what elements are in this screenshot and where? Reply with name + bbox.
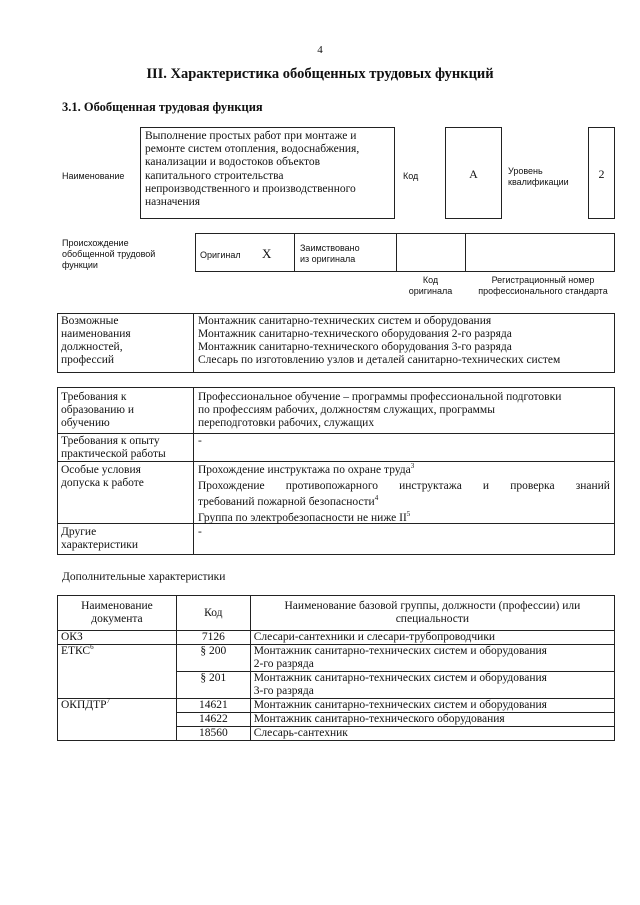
code-cell: 18560: [176, 727, 250, 741]
special-label-line: Особые условия: [61, 464, 141, 476]
col-header-code: Код: [176, 596, 250, 631]
name-cell: Слесарь-сантехник: [250, 727, 614, 741]
name-cell: [250, 672, 614, 699]
name-cell: Монтажник санитарно-технических систем и оборудования: [250, 699, 614, 713]
code-original-caption-line: Код: [422, 275, 439, 285]
positions-label-line: должностей,: [61, 341, 123, 353]
code-cell: 7126: [176, 631, 250, 645]
code-cell: 14621: [176, 699, 250, 713]
level-label-line: квалификации: [508, 177, 569, 187]
other-label-line: характеристики: [61, 539, 139, 551]
col-header-line: Наименование базовой группы, должности (профессии) или: [284, 600, 581, 612]
level-label-line: Уровень: [508, 166, 543, 176]
footnote-ref: 7: [106, 697, 111, 706]
special-condition-word: знаний: [575, 480, 610, 492]
code-cell: § 200: [176, 645, 250, 672]
doc-name: ЕТКС: [61, 645, 91, 657]
education-label-line: обучению: [61, 417, 110, 429]
experience-label-line: Требования к опыту: [61, 435, 160, 447]
experience-value: -: [198, 435, 202, 447]
table-row: [58, 699, 615, 713]
level-value: 2: [598, 167, 605, 181]
origin-label-line: обобщенной трудовой: [62, 249, 156, 259]
origin-label: [62, 238, 155, 271]
name-cell: [250, 645, 614, 672]
function-name-line: Выполнение простых работ при монтаже и: [145, 130, 357, 142]
name-cell-line: 3-го разряда: [253, 685, 314, 697]
function-name-line: непроизводственного и производственного: [145, 182, 356, 195]
origin-divider: [465, 233, 466, 272]
origin-box: [195, 233, 615, 272]
original-label: Оригинал: [200, 250, 241, 260]
education-line: по профессиям рабочих, должностям служащих, программы: [198, 404, 495, 416]
borrowed-label-line: Заимствовано: [300, 243, 360, 253]
table-row: [58, 631, 615, 645]
special-condition-text: Прохождение инструктажа по охране труда: [198, 464, 411, 476]
table-header-row: [58, 596, 615, 631]
col-header-line: специальности: [395, 613, 470, 625]
positions-label: [61, 315, 191, 367]
education-line: Профессиональное обучение – программы профессиональной подготовки: [198, 391, 562, 403]
education-value: [198, 391, 610, 430]
footnote-ref: 6: [90, 643, 94, 652]
origin-divider: [396, 233, 397, 272]
requirements-row-line: [57, 433, 615, 434]
special-condition-text: требований пожарной безопасности: [198, 496, 375, 508]
additional-title: Дополнительные характеристики: [62, 571, 226, 583]
name-label: Наименование: [62, 171, 125, 181]
education-label-line: образованию и: [61, 404, 134, 416]
positions-list: [198, 315, 613, 367]
origin-divider: [294, 233, 295, 272]
experience-label: [61, 435, 191, 461]
doc-name: ОКПДТР: [61, 699, 107, 711]
education-label-line: Требования к: [61, 391, 127, 403]
table-row: [58, 645, 615, 672]
col-header-document: [58, 596, 177, 631]
name-cell: Слесари-сантехники и слесари-трубопроводчики: [250, 631, 614, 645]
requirements-divider: [193, 387, 194, 555]
positions-label-line: профессий: [61, 354, 115, 366]
education-line: переподготовки рабочих, служащих: [198, 417, 375, 429]
section-title: III. Характеристика обобщенных трудовых функций: [146, 66, 494, 82]
other-label-line: Другие: [61, 526, 97, 538]
additional-table: [57, 595, 615, 741]
original-mark: X: [262, 246, 272, 261]
footnote-ref: 5: [406, 510, 411, 519]
special-conditions: [198, 464, 610, 525]
requirements-row-line: [57, 461, 615, 462]
code-original-caption-line: оригинала: [408, 286, 453, 296]
borrowed-label-line: из оригинала: [300, 254, 356, 264]
code-cell: § 201: [176, 672, 250, 699]
col-header-line: Наименование: [81, 600, 153, 612]
doc-cell: ОКЗ: [58, 631, 177, 645]
function-name-line: ремонте систем отопления, водоснабжения,: [145, 143, 360, 156]
special-label: [61, 464, 191, 490]
position-item: Монтажник санитарно-технического оборудования 2-го разряда: [198, 328, 512, 340]
function-name-line: канализации и водостоков объектов: [145, 156, 321, 169]
name-cell-line: 2-го разряда: [253, 658, 314, 670]
reg-number-caption-line: профессионального стандарта: [478, 286, 608, 296]
footnote-ref: 4: [374, 494, 379, 503]
code-original-caption: [396, 275, 465, 297]
name-cell-line: Монтажник санитарно-технических систем и оборудования: [253, 672, 547, 684]
col-header-name: [250, 596, 614, 631]
reg-number-caption: [468, 275, 618, 297]
special-condition-2-cont: [198, 496, 610, 509]
positions-label-line: наименования: [61, 328, 131, 340]
reg-number-caption-line: Регистрационный номер: [491, 275, 595, 285]
name-cell-line: Монтажник санитарно-технических систем и оборудования: [253, 645, 547, 657]
function-name: [145, 130, 393, 209]
special-condition-word: инструктажа: [399, 480, 462, 492]
other-value: -: [198, 526, 202, 538]
code-label: Код: [403, 171, 419, 181]
positions-label-line: Возможные: [61, 315, 119, 327]
special-condition-word: противопожарного: [285, 480, 379, 492]
function-name-line: капитального строительства: [145, 169, 284, 182]
doc-cell: [58, 699, 177, 741]
position-item: Монтажник санитарно-технических систем и оборудования: [198, 315, 492, 327]
page-number: 4: [317, 44, 323, 56]
function-name-line: назначения: [145, 196, 201, 209]
position-item: Монтажник санитарно-технического оборудования 3-го разряда: [198, 341, 512, 353]
doc-cell: [58, 645, 177, 699]
special-label-line: допуска к работе: [61, 477, 144, 489]
code-value: А: [469, 167, 478, 181]
special-condition-word: и: [482, 480, 490, 492]
special-condition-text: Группа по электробезопасности не ниже II: [198, 512, 407, 524]
subsection-title: 3.1. Обобщенная трудовая функция: [62, 100, 263, 114]
special-condition-1: [198, 464, 610, 477]
code-cell: 14622: [176, 713, 250, 727]
position-item: Слесарь по изготовлению узлов и деталей санитарно-технических систем: [198, 354, 561, 366]
special-condition-word: проверка: [510, 480, 555, 492]
special-condition-3: [198, 512, 610, 525]
positions-divider: [193, 313, 194, 373]
other-label: [61, 526, 191, 552]
experience-label-line: практической работы: [61, 448, 166, 460]
level-label: [508, 166, 569, 188]
origin-label-line: Происхождение: [62, 238, 129, 248]
special-condition-word: Прохождение: [198, 480, 265, 492]
footnote-ref: 3: [410, 462, 415, 471]
special-condition-2: [198, 480, 610, 493]
education-label: [61, 391, 191, 430]
borrowed-label: [300, 243, 360, 265]
name-cell: Монтажник санитарно-технического оборудования: [250, 713, 614, 727]
col-header-line: документа: [91, 613, 143, 625]
origin-label-line: функции: [62, 260, 98, 270]
